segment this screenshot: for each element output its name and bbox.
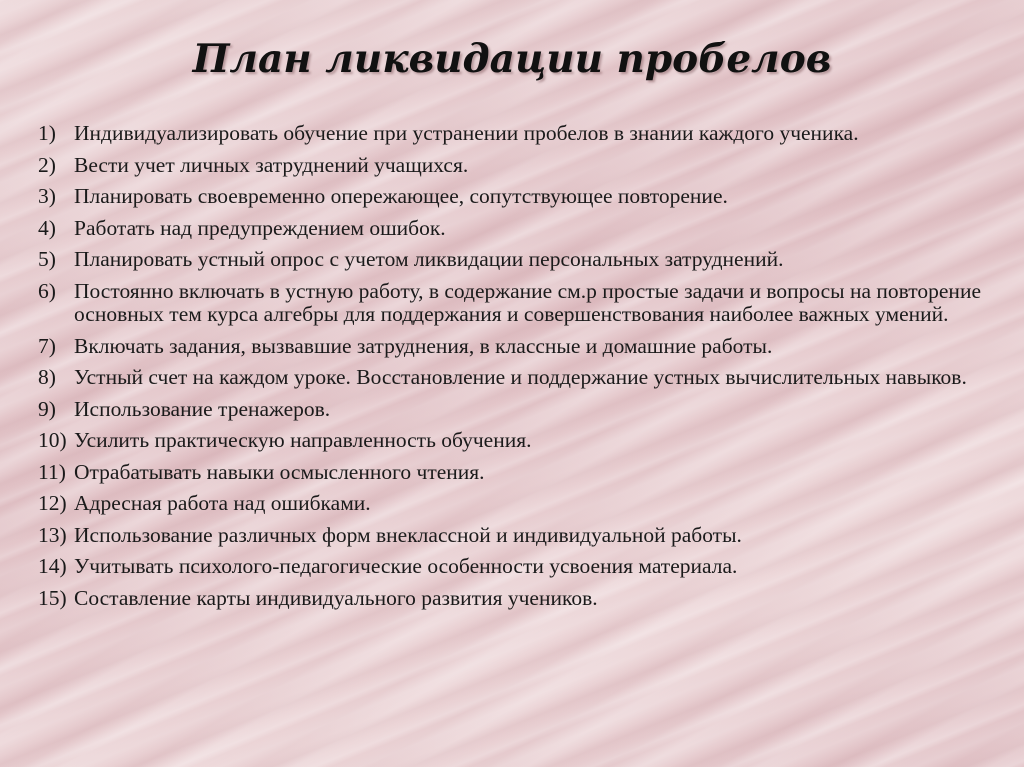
- list-item-text: Учитывать психолого-педагогические особенности усвоения материала.: [74, 554, 738, 578]
- list-item-number: 14): [38, 554, 67, 578]
- list-item: [38, 154, 988, 178]
- gap-elimination-plan-list: [38, 122, 988, 618]
- list-item-text: Индивидуализировать обучение при устранении пробелов в знании каждого ученика.: [74, 121, 859, 145]
- list-item-text: Вести учет личных затруднений учащихся.: [74, 152, 469, 177]
- list-item: [38, 461, 988, 485]
- list-item-text: Планировать устный опрос с учетом ликвидации персональных затруднений.: [74, 247, 784, 271]
- list-item-text: Использование различных форм внеклассной и индивидуальной работы.: [74, 522, 742, 547]
- list-item-number: 4): [38, 215, 56, 240]
- list-item-text: Использование тренажеров.: [74, 396, 331, 421]
- list-item-number: 7): [38, 333, 56, 358]
- list-item-text: Устный счет на каждом уроке. Восстановление и поддержание устных вычислительных навыков.: [74, 365, 967, 389]
- list-item-number: 9): [38, 396, 56, 421]
- list-item-text: Работать над предупреждением ошибок.: [74, 215, 446, 240]
- list-item: [38, 398, 988, 422]
- list-item-text: Отрабатывать навыки осмысленного чтения.: [74, 459, 485, 484]
- list-item: [38, 587, 988, 611]
- list-item-text: Составление карты индивидуального развития учеников.: [74, 585, 598, 610]
- list-item-number: 13): [38, 522, 67, 547]
- list-item-text: Планировать своевременно опережающее, сопутствующее повторение.: [74, 184, 728, 208]
- list-item-text: Адресная работа над ошибками.: [74, 491, 371, 515]
- list-item: [38, 555, 988, 579]
- list-item-number: 11): [38, 459, 66, 484]
- list-item-text: Включать задания, вызвавшие затруднения, в классные и домашние работы.: [74, 333, 773, 358]
- list-item-number: 3): [38, 184, 56, 208]
- list-item: [38, 366, 988, 390]
- list-item-number: 5): [38, 247, 56, 271]
- list-item-number: 6): [38, 278, 56, 303]
- list-item: [38, 429, 988, 453]
- list-item-number: 15): [38, 585, 67, 610]
- list-item: [38, 185, 988, 209]
- list-item-number: 2): [38, 152, 56, 177]
- list-item: [38, 122, 988, 146]
- list-item: [38, 492, 988, 516]
- list-item-number: 1): [38, 121, 56, 145]
- list-item-number: 12): [38, 491, 67, 515]
- list-item: [38, 217, 988, 241]
- list-item-text: Усилить практическую направленность обучения.: [74, 428, 532, 452]
- list-item-number: 10): [38, 428, 67, 452]
- list-item: [38, 335, 988, 359]
- list-item-text: Постоянно включать в устную работу, в содержание см.р простые задачи и вопросы на повторение основных тем курса алгебры для поддержания и совершенствования наиболее важных умений.: [74, 278, 981, 326]
- list-item: [38, 524, 988, 548]
- list-item: [38, 280, 988, 327]
- list-item: [38, 248, 988, 272]
- list-item-number: 8): [38, 365, 56, 389]
- slide-title: План ликвидации пробелов: [192, 36, 832, 82]
